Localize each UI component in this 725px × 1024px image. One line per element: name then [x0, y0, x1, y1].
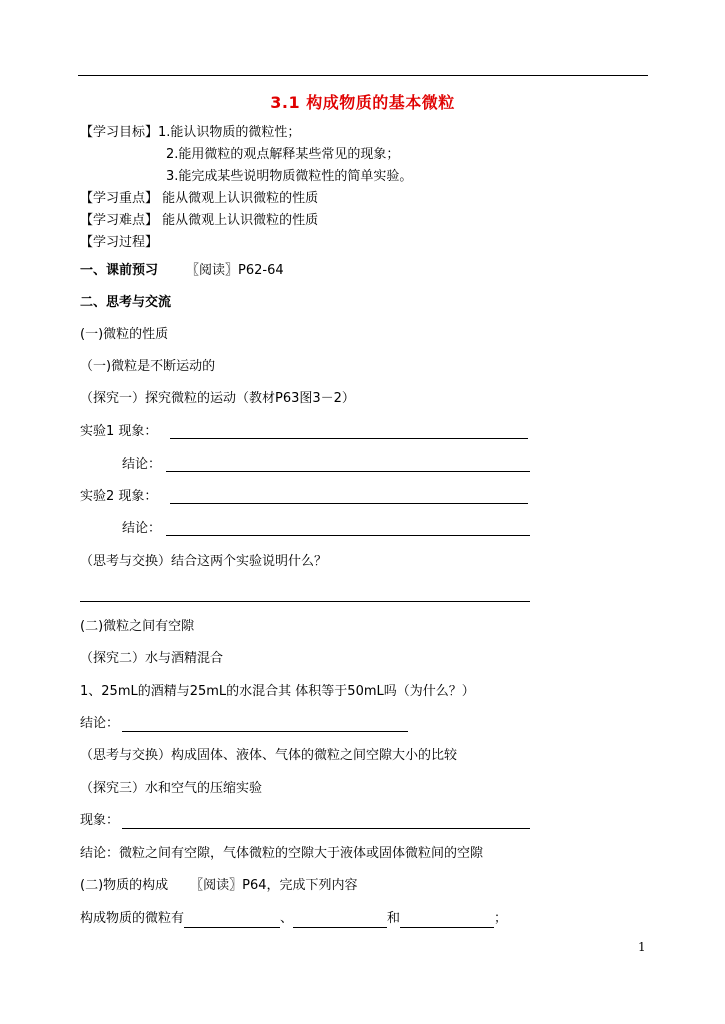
exp2-conclusion-label: 结论：: [122, 521, 162, 536]
key-point-row: [80, 190, 318, 208]
preview-row: [80, 262, 284, 280]
particles-suffix: ；: [494, 911, 508, 926]
answer-line[interactable]: [166, 471, 530, 472]
difficulty-row: [80, 212, 318, 230]
answer-blank[interactable]: [293, 913, 387, 928]
objectives-label: 【学习目标】: [80, 125, 159, 140]
exp1-conclusion-label: 结论：: [122, 457, 162, 472]
conclusion-text: 结论：微粒之间有空隙，气体微粒的空隙大于液体或固体微粒间的空隙: [80, 846, 484, 861]
exp1-phenomenon-label: 实验1 现象：: [80, 424, 158, 439]
phenomenon-label: 现象：: [80, 813, 120, 828]
preview-text: 〖阅读〗P62-64: [186, 263, 284, 278]
particles-sep: 和: [387, 911, 401, 926]
process-label: 【学习过程】: [80, 235, 159, 250]
motion-subheading: （一)微粒是不断运动的: [80, 359, 216, 374]
answer-line[interactable]: [170, 503, 528, 504]
answer-line[interactable]: [122, 731, 408, 732]
key-point-label: 【学习重点】: [80, 191, 159, 206]
think-exchange-two: （思考与交换）构成固体、液体、气体的微粒之间空隙大小的比较: [80, 748, 458, 763]
answer-line[interactable]: [122, 828, 530, 829]
particles-row: [80, 910, 507, 928]
difficulty-label: 【学习难点】: [80, 213, 159, 228]
header-rule: [78, 75, 648, 76]
answer-line[interactable]: [170, 438, 528, 439]
explore-two: （探究二）水与酒精混合: [80, 651, 224, 666]
answer-line[interactable]: [80, 601, 530, 602]
difficulty-text: 能从微观上认识微粒的性质: [162, 213, 319, 228]
answer-blank[interactable]: [184, 913, 280, 928]
objective-item: 3.能完成某些说明物质微粒性的简单实验。: [166, 169, 413, 184]
conclusion-label: 结论：: [80, 716, 120, 731]
composition-heading: (二)物质的构成: [80, 878, 169, 893]
composition-read: 〖阅读〗P64，完成下列内容: [190, 878, 358, 893]
objectives-row: [80, 124, 300, 142]
answer-blank[interactable]: [400, 913, 494, 928]
objective-item: 2.能用微粒的观点解释某些常见的现象；: [166, 147, 400, 162]
explore-three: （探究三）水和空气的压缩实验: [80, 781, 263, 796]
particles-sep: 、: [280, 911, 294, 926]
question-one: 1、25mL的酒精与25mL的水混合其 体积等于50mL吗（为什么？）: [80, 684, 475, 699]
gaps-heading: (二)微粒之间有空隙: [80, 619, 195, 634]
preview-heading: 一、课前预习: [80, 263, 159, 278]
explore-one: （探究一）探究微粒的运动（教材P63图3－2）: [80, 391, 355, 406]
exp2-phenomenon-label: 实验2 现象：: [80, 489, 158, 504]
composition-row: [80, 877, 358, 895]
answer-line[interactable]: [166, 535, 530, 536]
particles-prefix: 构成物质的微粒有: [80, 911, 185, 926]
page-number: 1: [638, 940, 646, 954]
page-title: 3.1 构成物质的基本微粒: [270, 93, 455, 112]
objective-item: 1.能认识物质的微粒性；: [158, 125, 301, 140]
key-point-text: 能从微观上认识微粒的性质: [162, 191, 319, 206]
think-exchange-one: （思考与交换）结合这两个实验说明什么？: [80, 554, 328, 569]
discussion-heading: 二、思考与交流: [80, 295, 172, 310]
particle-nature-heading: (一)微粒的性质: [80, 327, 169, 342]
